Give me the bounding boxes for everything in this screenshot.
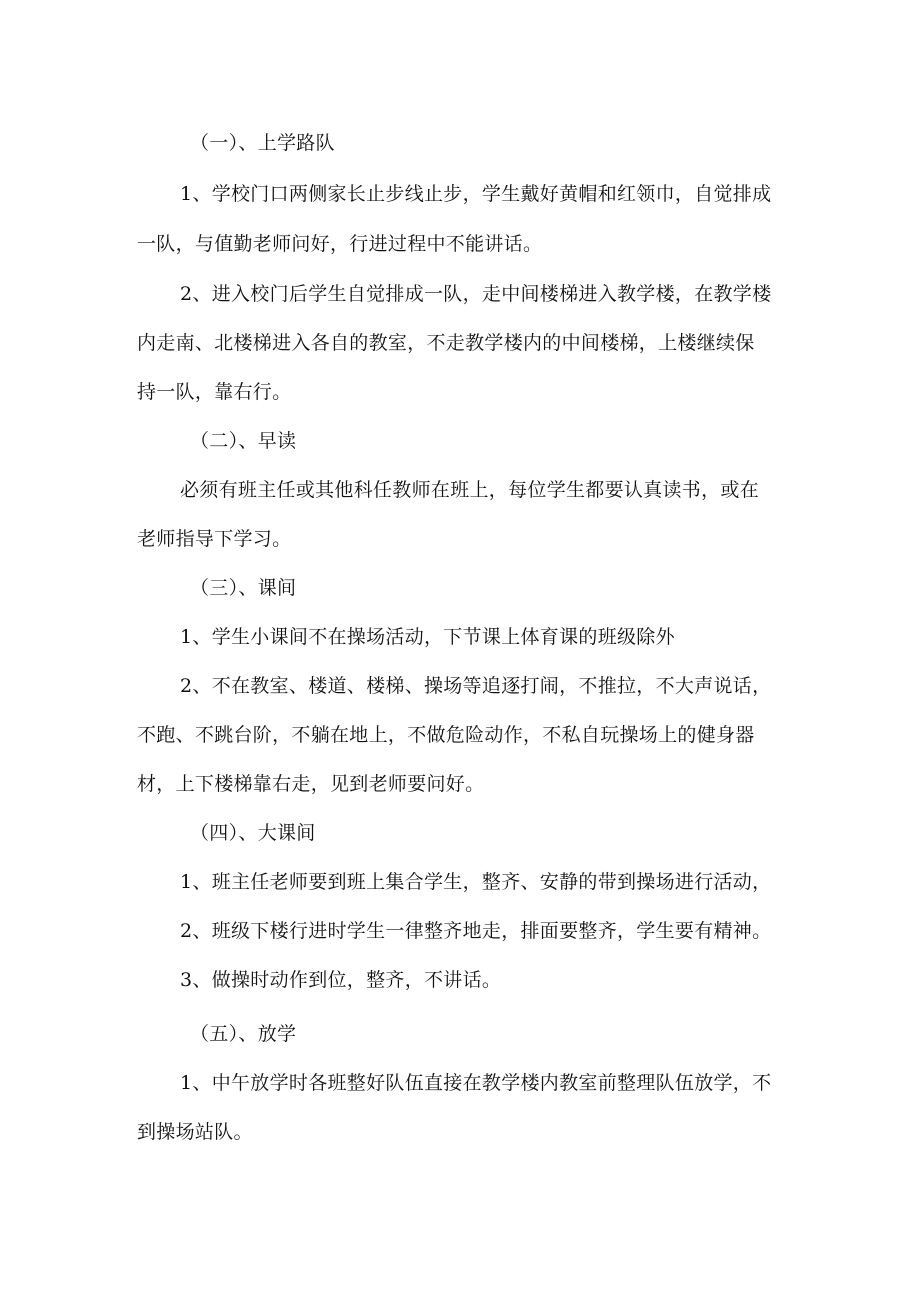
paragraph-line: 2、不在教室、楼道、楼梯、操场等追逐打闹，不推拉，不大声说话，: [180, 675, 772, 697]
section-heading: （五）、放学: [190, 1023, 297, 1045]
paragraph-line: 1、班主任老师要到班上集合学生，整齐、安静的带到操场进行活动，: [180, 871, 772, 893]
paragraph-line: 3、做操时动作到位，整齐，不讲话。: [180, 969, 502, 991]
paragraph-line: 必须有班主任或其他科任教师在班上，每位学生都要认真读书，或在: [180, 479, 760, 501]
paragraph-line: 一队，与值勤老师问好，行进过程中不能讲话。: [137, 233, 543, 255]
section-heading: （三）、课间: [190, 577, 297, 599]
paragraph-line: 内走南、北楼梯进入各自的教室，不走教学楼内的中间楼梯，上楼继续保: [137, 332, 755, 354]
section-heading: （二）、早读: [190, 430, 297, 452]
paragraph-line: 2、班级下楼行进时学生一律整齐地走，排面要整齐，学生要有精神。: [180, 920, 772, 942]
paragraph-line: 1、学校门口两侧家长止步线止步，学生戴好黄帽和红领巾，自觉排成: [180, 183, 772, 205]
paragraph-line: 不跑、不跳台阶，不躺在地上，不做危险动作，不私自玩操场上的健身器: [137, 724, 755, 746]
paragraph-line: 1、中午放学时各班整好队伍直接在教学楼内教室前整理队伍放学，不: [180, 1072, 772, 1094]
paragraph-line: 1、学生小课间不在操场活动，下节课上体育课的班级除外: [180, 626, 675, 648]
paragraph-line: 材，上下楼梯靠右走，见到老师要问好。: [137, 773, 485, 795]
section-heading: （一）、上学路队: [190, 132, 335, 154]
paragraph-line: 持一队，靠右行。: [137, 381, 292, 403]
paragraph-line: 老师指导下学习。: [137, 528, 292, 550]
paragraph-line: 2、进入校门后学生自觉排成一队，走中间楼梯进入教学楼，在教学楼: [180, 283, 772, 305]
section-heading: （四）、大课间: [190, 822, 316, 844]
paragraph-line: 到操场站队。: [137, 1121, 253, 1143]
